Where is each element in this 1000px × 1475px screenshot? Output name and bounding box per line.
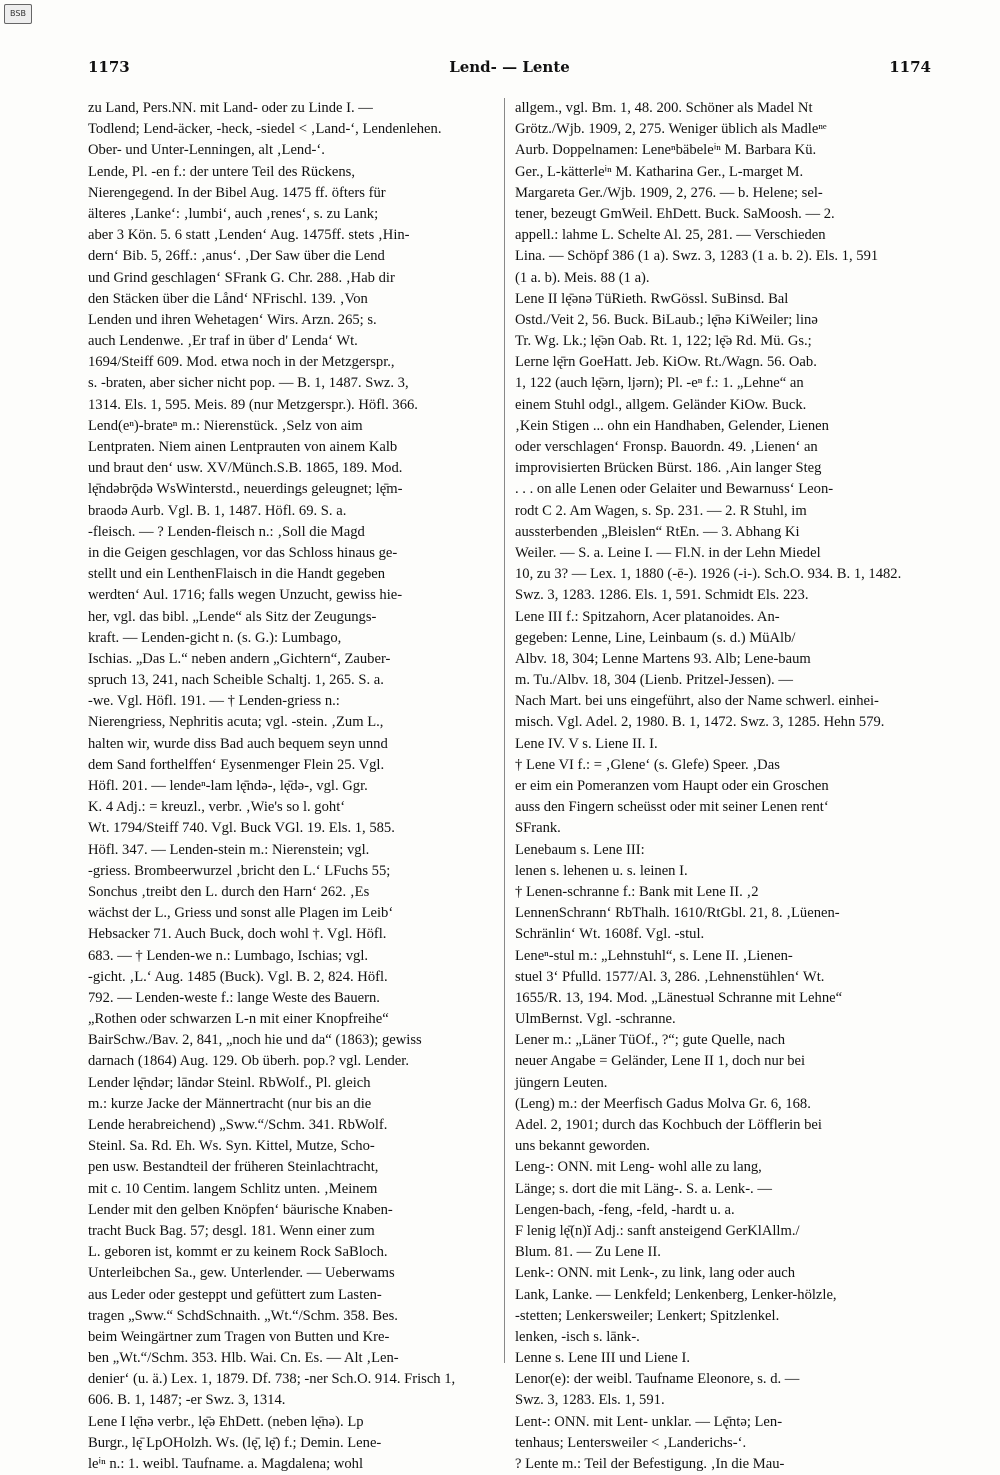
text-line: Grötz./Wjb. 1909, 2, 275. Weniger üblich als Madleⁿᵉ	[515, 121, 827, 138]
text-line: Swz. 3, 1283. 1286. Els. 1, 591. Schmidt Els. 223.	[515, 587, 809, 604]
text-line: Höfl. 201. — lendeⁿ-lam lę̄ndə-, lę̄də-, vgl. Ggr.	[88, 778, 368, 794]
text-line: und Grind geschlagen‘ SFrank G. Chr. 288. ‚Hab dir	[88, 269, 395, 286]
text-line: Wt. 1794/Steiff 740. Vgl. Buck VGl. 19. Els. 1, 585.	[88, 820, 395, 837]
left-page-number: 1173	[88, 58, 130, 76]
text-line: Lene I lę̄nə verbr., lę̄ə EhDett. (neben lę̄nə). Lp	[88, 1413, 364, 1430]
text-line: spruch 13, 241, nach Scheible Schaltj. 1, 265. S. a.	[88, 672, 384, 689]
text-line: tracht Buck Bag. 57; desgl. 181. Wenn einer zum	[88, 1222, 375, 1239]
left-column	[88, 98, 504, 1475]
text-line: Schränlin‘ Wt. 1608f. Vgl. -stul.	[515, 926, 705, 943]
text-line: Nierengriess, Nephritis acuta; vgl. -stein. ‚Zum L.,	[88, 714, 384, 731]
text-line: halten wir, wurde diss Bad auch bequem seyn unnd	[88, 735, 388, 752]
text-line: Steinl. Sa. Rd. Eh. Ws. Syn. Kittel, Mutze, Scho-	[88, 1138, 375, 1155]
text-line: Nierengegend. In der Bibel Aug. 1475 ff. öfters für	[88, 184, 386, 201]
text-line: -we. Vgl. Höfl. 191. — † Lenden-griess n.:	[88, 693, 340, 710]
text-line: Leng-: ONN. mit Leng- wohl alle zu lang,	[515, 1159, 762, 1176]
text-line: „Rothen oder schwarzen L-n mit einer Knopfreihe“	[88, 1011, 389, 1028]
text-line: allgem., vgl. Bm. 1, 48. 200. Schöner als Madel Nt	[515, 100, 813, 116]
text-line: L. geboren ist, kommt er zu keinem Rock SaBloch.	[88, 1244, 388, 1261]
text-line: s. -braten, aber sicher nicht pop. — B. 1, 1487. Swz. 3,	[88, 375, 409, 392]
text-line: Lende, Pl. -en f.: der untere Teil des Rückens,	[88, 163, 355, 180]
text-line: pen usw. Bestandteil der früheren Steinlachtracht,	[88, 1159, 379, 1176]
text-line: werdten‘ Aul. 1716; falls wegen Unzucht, gewiss hie-	[88, 587, 403, 604]
text-line: Lerne lę̄rn GoeHatt. Jeb. KiOw. Rt./Wagn. 56. Oab.	[515, 354, 817, 371]
text-line: Swz. 3, 1283. Els. 1, 591.	[515, 1392, 665, 1409]
text-line: beim Weingärtner zum Tragen von Butten und Kre-	[88, 1328, 390, 1345]
text-line: tragen „Sww.“ SchdSchnaith. „Wt.“/Schm. 358. Bes.	[88, 1307, 398, 1324]
text-line: Burgr., lę̄ LpOHolzh. Ws. (lę̄, lę̄) f.; Demin. Lene-	[88, 1434, 382, 1451]
text-line: in die Geigen geschlagen, vor das Schloss hinaus ge-	[88, 544, 398, 561]
page-title: Lend- — Lente	[449, 58, 570, 76]
text-line: Sonchus ‚treibt den L. durch den Harn‘ 262. ‚Es	[88, 883, 370, 900]
text-line: Lent-: ONN. mit Lent- unklar. — Lę̄ntə; Len-	[515, 1413, 783, 1430]
text-line: 792. — Lenden-weste f.: lange Weste des Bauern.	[88, 989, 380, 1006]
text-line: Lender lę̄ndər; lāndər Steinl. RbWolf., Pl. gleich	[88, 1074, 371, 1091]
text-line: appell.: lahme L. Schelte Al. 25, 281. — Verschieden	[515, 227, 826, 244]
text-line: Lende herabreichend) „Sww.“/Schm. 341. RbWolf.	[88, 1117, 388, 1133]
text-line: (1 a. b). Meis. 88 (1 a).	[515, 269, 650, 286]
text-line: (Leng) m.: der Meerfisch Gadus Molva Gr. 6, 168.	[515, 1095, 811, 1112]
text-line: 606. B. 1, 1487; -er Swz. 3, 1314.	[88, 1392, 286, 1409]
text-line: neuer Angabe = Geländer, Lene II 1, doch nur bei	[515, 1053, 806, 1070]
text-line: Blum. 81. — Zu Lene II.	[515, 1244, 661, 1261]
text-line: darnach (1864) Aug. 129. Ob überh. pop.? vgl. Lender.	[88, 1053, 409, 1070]
text-line: Hebsacker 71. Auch Buck, doch wohl †. Vgl. Höfl.	[88, 926, 387, 943]
text-line: leⁱⁿ n.: 1. weibl. Taufname. a. Magdalena; wohl	[88, 1456, 364, 1472]
text-line: Margareta Ger./Wjb. 1909, 2, 276. — b. Helene; sel-	[515, 184, 823, 201]
text-line: älteres ‚Lanke‘: ‚lumbi‘, auch ‚renes‘, s. zu Lank;	[88, 205, 379, 222]
text-line: oder verschlagen‘ Fronsp. Bauordn. 49. ‚Lienen‘ an	[515, 439, 818, 455]
column-divider	[504, 98, 505, 1363]
text-line: UlmBernst. Vgl. -schranne.	[515, 1011, 676, 1028]
text-line: Lene IV. V s. Liene II. I.	[515, 735, 658, 752]
text-line: aus Leder oder gesteppt und gefüttert zum Lasten-	[88, 1286, 382, 1303]
text-line: K. 4 Adj.: = kreuzl., verbr. ‚Wie's so l. goht‘	[88, 799, 346, 816]
text-line: † Lene VI f.: = ‚Glene‘ (s. Glefe) Speer. ‚Das	[515, 756, 780, 773]
text-line: und braut den‘ usw. XV/Münch.S.B. 1865, 189. Mod.	[88, 460, 403, 477]
text-line: einem Stuhl odgl., allgem. Geländer KiOw. Buck.	[515, 396, 807, 413]
text-line: mit c. 10 Centim. langem Schlitz unten. ‚Meinem	[88, 1180, 378, 1197]
text-line: SFrank.	[515, 820, 561, 837]
text-line: † Lenen-schranne f.: Bank mit Lene II. ‚2	[515, 883, 759, 900]
text-line: her, vgl. das bibl. „Lende“ als Sitz der Zeugungs-	[88, 608, 377, 625]
text-line: lenen s. lehenen u. s. leinen I.	[515, 862, 688, 879]
running-header	[88, 58, 931, 80]
text-line: den Stäcken über die Lånd‘ NFrischl. 139. ‚Von	[88, 290, 368, 307]
text-line: er eim ein Pomeranzen vom Haupt oder ein Groschen	[515, 778, 829, 794]
text-line: Ober- und Unter-Lenningen, alt ‚Lend-‘.	[88, 142, 325, 159]
text-line: LennenSchrann‘ RbThalh. 1610/RtGbl. 21, 8. ‚Lüenen-	[515, 905, 840, 922]
text-line: Unterleibchen Sa., gew. Unterlender. — Ueberwams	[88, 1265, 395, 1282]
text-line: Weiler. — S. a. Leine I. — Fl.N. in der Lehn Miedel	[515, 544, 821, 561]
text-line: Aurb. Doppelnamen: Leneⁿbäbeleⁱⁿ M. Barbara Kü.	[515, 142, 817, 159]
text-line: gegeben: Lenne, Line, Leinbaum (s. d.) MüAlb/	[515, 629, 796, 646]
text-line: -stetten; Lenkersweiler; Lenkert; Spitzlenkel.	[515, 1307, 780, 1324]
text-line: Länge; s. dort die mit Läng-. S. a. Lenk-. —	[515, 1180, 772, 1197]
right-column	[515, 98, 931, 1475]
text-line: Todlend; Lend-äcker, -heck, -siedel < ‚Land-‘, Lendenlehen.	[88, 121, 442, 138]
text-line: Ger., L-kätterleⁱⁿ M. Katharina Ger., L-marget M.	[515, 163, 804, 180]
text-line: BairSchw./Bav. 2, 841, „noch hie und da“ (1863); gewiss	[88, 1032, 422, 1049]
right-page-number: 1174	[889, 58, 931, 76]
text-line: misch. Vgl. Adel. 2, 1980. B. 1, 1472. Swz. 3, 1285. Hehn 579.	[515, 714, 885, 731]
text-line: Lend(eⁿ)-brateⁿ m.: Nierenstück. ‚Selz von aim	[88, 417, 363, 434]
text-line: Lina. — Schöpf 386 (1 a). Swz. 3, 1283 (1 a. b. 2). Els. 1, 591	[515, 248, 879, 265]
text-line: -fleisch. — ? Lenden-fleisch n.: ‚Soll die Magd	[88, 523, 365, 540]
text-line: m. Tu./Albv. 18, 304 (Lienb. Pritzel-Jessen). —	[515, 672, 793, 689]
text-line: -gicht. ‚L.‘ Aug. 1485 (Buck). Vgl. B. 2, 824. Höfl.	[88, 968, 388, 985]
text-line: m.: kurze Jacke der Männertracht (nur bis an die	[88, 1095, 372, 1112]
text-line: uns bekannt geworden.	[515, 1138, 650, 1155]
text-line: 10, zu 3? — Lex. 1, 1880 (-ē-). 1926 (-i-). Sch.O. 934. B. 1, 1482.	[515, 566, 902, 583]
text-line: Lenk-: ONN. mit Lenk-, zu link, lang oder auch	[515, 1265, 796, 1282]
library-stamp: BSB	[4, 4, 32, 24]
text-line: Lener m.: „Läner TüOf., ?“; gute Quelle, nach	[515, 1032, 785, 1049]
text-line: Lank, Lanke. — Lenkfeld; Lenkenberg, Lenker-hölzle,	[515, 1286, 837, 1303]
text-line: kraft. — Lenden-gicht n. (s. G.): Lumbago,	[88, 629, 342, 646]
text-line: improvisierten Brücken Bürst. 186. ‚Ain langer Steg	[515, 460, 822, 477]
text-line: Leneⁿ-stul m.: „Lehnstuhl“, s. Lene II. ‚Lienen-	[515, 947, 793, 964]
text-line: aber 3 Kön. 5. 6 statt ‚Lenden‘ Aug. 1475ff. stets ‚Hin-	[88, 227, 410, 244]
text-line: dern‘ Bib. 5, 26ff.: ‚anus‘. ‚Der Saw über die Lend	[88, 248, 385, 265]
text-line: lenken, -isch s. lānk-.	[515, 1328, 640, 1345]
text-line: ? Lente m.: Teil der Befestigung. ‚In die Mau-	[515, 1456, 785, 1472]
text-line: auss den Fingern scheüsst oder mit seiner Lenen rent‘	[515, 799, 829, 816]
text-line: Albv. 18, 304; Lenne Martens 93. Alb; Lene-baum	[515, 650, 811, 667]
text-line: Lenor(e): der weibl. Taufname Eleonore, s. d. —	[515, 1371, 800, 1388]
text-line: lę̄ndəbrǭdə WsWinterstd., neuerdings geleugnet; lę̄m-	[88, 481, 403, 498]
text-line: Lentpraten. Niem ainen Lentprauten von ainem Kalb	[88, 439, 398, 455]
text-line: zu Land, Pers.NN. mit Land- oder zu Linde I. —	[88, 100, 373, 116]
text-line: denier‘ (u. ä.) Lex. 1, 1879. Df. 738; -ner Sch.O. 914. Frisch 1,	[88, 1371, 456, 1388]
text-line: 1314. Els. 1, 595. Meis. 89 (nur Metzgerspr.). Höfl. 366.	[88, 396, 418, 413]
text-line: jüngern Leuten.	[515, 1074, 608, 1091]
text-line: Ostd./Veit 2, 56. Buck. BiLaub.; lę̄nə KiWeiler; linə	[515, 311, 818, 328]
text-line: F lenig lę̄(n)ĭ Adj.: sanft ansteigend GerKlAllm./	[515, 1222, 800, 1239]
text-line: 1, 122 (auch lę̄ərn, ljərn); Pl. -eⁿ f.: 1. „Lehne“ an	[515, 375, 804, 392]
text-line: 1694/Steiff 609. Mod. etwa noch in der Metzgerspr.,	[88, 354, 395, 371]
text-line: Lenebaum s. Lene III:	[515, 841, 645, 858]
text-line: rodt C 2. Am Wagen, s. Sp. 231. — 2. R Stuhl, im	[515, 502, 807, 519]
text-line: 1655/R. 13, 194. Mod. „Länestuəl Schranne mit Lehne“	[515, 989, 843, 1006]
text-line: stuel 3‘ Pfulld. 1577/Al. 3, 286. ‚Lehnenstühlen‘ Wt.	[515, 968, 825, 985]
text-line: Adel. 2, 1901; durch das Kochbuch der Löfflerin bei	[515, 1117, 822, 1133]
text-line: -griess. Brombeerwurzel ‚bricht den L.‘ LFuchs 55;	[88, 862, 391, 879]
text-line: braodə Aurb. Vgl. B. 1, 1487. Höfl. 69. S. a.	[88, 502, 347, 519]
text-line: tenhaus; Lentersweiler < ‚Landerichs-‘.	[515, 1434, 747, 1451]
text-line: stellt und ein LenthenFlaisch in die Handt gegeben	[88, 566, 386, 583]
text-line: Lenden und ihren Wehetagen‘ Wirs. Arzn. 265; s.	[88, 311, 377, 328]
text-line: ‚Kein Stigen ... ohn ein Handhaben, Gelender, Lienen	[515, 417, 829, 434]
text-line: Nach Mart. bei uns eingeführt, also der Name schwerl. einhei-	[515, 693, 879, 710]
text-line: Tr. Wg. Lk.; lę̄ən Oab. Rt. 1, 122; lę̄ə Rd. Mü. Gs.;	[515, 333, 812, 350]
text-line: Lene II lę̄ənə TüRieth. RwGössl. SuBinsd. Bal	[515, 290, 789, 307]
text-line: auch Lendenwe. ‚Er traf in über d' Lenda‘ Wt.	[88, 333, 358, 350]
text-line: Höfl. 347. — Lenden-stein m.: Nierenstein; vgl.	[88, 841, 370, 858]
text-line: dem Sand forthelffen‘ Eysenmenger Flein 25. Vgl.	[88, 756, 385, 773]
text-line: Lender mit den gelben Knöpfen‘ bäurische Knaben-	[88, 1201, 393, 1218]
text-line: aussterbenden „Bleislen“ RtEn. — 3. Abhang Ki	[515, 523, 800, 540]
text-line: wächst der L., Griess und sonst alle Plagen im Leib‘	[88, 905, 394, 922]
text-line: Lengen-bach, -feng, -feld, -hardt u. a.	[515, 1201, 735, 1218]
text-line: . . . on alle Lenen oder Gelaiter und Bewarnuss‘ Leon-	[515, 481, 834, 498]
text-line: Lenne s. Lene III und Liene I.	[515, 1350, 691, 1367]
text-line: tener, bezeugt GmWeil. EhDett. Buck. SaMoosh. — 2.	[515, 205, 835, 222]
text-line: ben „Wt.“/Schm. 353. Hlb. Wai. Cn. Es. — Alt ‚Len-	[88, 1350, 399, 1367]
text-line: Lene III f.: Spitzahorn, Acer platanoides. An-	[515, 608, 780, 625]
text-line: 683. — † Lenden-we n.: Lumbago, Ischias; vgl.	[88, 947, 369, 964]
text-line: Ischias. „Das L.“ neben andern „Gichtern“, Zauber-	[88, 650, 391, 667]
